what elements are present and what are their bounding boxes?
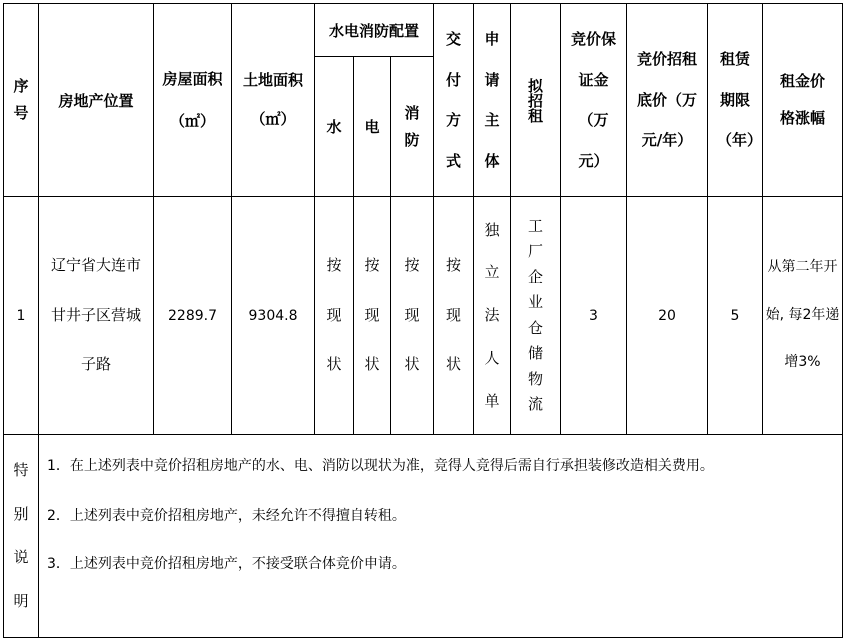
header-location <box>38 3 154 197</box>
header-seq-text: 序号 <box>13 77 29 122</box>
row-land-area-text: 9304.8 <box>248 307 298 324</box>
row-deposit <box>560 196 627 435</box>
notes-label <box>3 434 39 638</box>
row-lease-term-text: 5 <box>730 307 740 324</box>
row-seq-text: 1 <box>16 307 26 324</box>
header-water <box>314 56 354 197</box>
header-location-text: 房地产位置 <box>58 91 134 110</box>
row-water <box>314 196 354 435</box>
header-utilities-group-text: 水电消防配置 <box>328 21 419 40</box>
row-delivery <box>433 196 474 435</box>
row-building-area <box>153 196 232 435</box>
header-land-area-text: 土地面积（㎡） <box>242 71 303 128</box>
row-location <box>38 196 154 435</box>
header-delivery-text: 交付方式 <box>445 30 461 170</box>
header-land-area <box>231 3 315 197</box>
header-lease-term <box>707 3 763 197</box>
header-electric-text: 电 <box>364 118 380 136</box>
row-location-text: 辽宁省大连市甘井子区营城子路 <box>51 256 142 374</box>
row-delivery-text: 按现状 <box>445 256 461 374</box>
header-base-price-text: 竞价招租底价（万元/年） <box>636 50 697 150</box>
header-water-text: 水 <box>326 118 342 136</box>
note-item-2: 2．上述列表中竞价招租房地产，未经允许不得擅自转租。 <box>47 508 406 524</box>
header-lease-term-text: 租赁期限（年） <box>717 50 763 150</box>
header-rent-increase-text: 租金价格涨幅 <box>779 71 825 127</box>
header-rent-increase <box>762 3 843 197</box>
header-seq <box>3 3 39 197</box>
row-land-area <box>231 196 315 435</box>
header-base-price <box>626 3 708 197</box>
row-rent-increase <box>762 196 843 435</box>
row-electric <box>353 196 391 435</box>
row-water-text: 按现状 <box>326 256 342 374</box>
notes-content <box>38 434 843 638</box>
row-electric-text: 按现状 <box>364 256 380 374</box>
row-intended-use <box>510 196 561 435</box>
header-intended-use <box>510 3 561 197</box>
header-applicant-text: 申请主体 <box>484 30 500 170</box>
header-fire-text: 消防 <box>404 103 420 149</box>
note-item-1: 1．在上述列表中竞价招租房地产的水、电、消防以现状为准，竞得人竞得后需自行承担装修改造相关费用。 <box>47 458 714 474</box>
notes-label-text: 特别说明 <box>13 461 29 610</box>
row-lease-term <box>707 196 763 435</box>
row-building-area-text: 2289.7 <box>168 307 217 324</box>
header-delivery <box>433 3 474 197</box>
row-intended-use-text: 工厂企业仓储物流 <box>527 216 543 413</box>
header-deposit <box>560 3 627 197</box>
header-building-area <box>153 3 232 197</box>
header-intended-use-text: 拟招租 <box>526 77 544 123</box>
header-utilities-group <box>314 3 434 57</box>
header-applicant <box>473 3 511 197</box>
row-fire-text: 按现状 <box>404 256 420 374</box>
row-rent-increase-text: 从第二年开始, 每2年递增3% <box>765 259 840 371</box>
header-deposit-text: 竞价保证金（万元） <box>570 30 616 170</box>
row-base-price-text: 20 <box>658 307 676 324</box>
row-base-price <box>626 196 708 435</box>
header-building-area-text: 房屋面积（㎡） <box>162 70 223 130</box>
row-seq <box>3 196 39 435</box>
header-fire <box>390 56 434 197</box>
row-deposit-text: 3 <box>589 307 598 324</box>
row-applicant <box>473 196 511 435</box>
note-item-3: 3．上述列表中竞价招租房地产，不接受联合体竞价申请。 <box>47 556 406 572</box>
header-electric <box>353 56 391 197</box>
row-fire <box>390 196 434 435</box>
row-applicant-text: 独立法人单 <box>484 220 500 410</box>
